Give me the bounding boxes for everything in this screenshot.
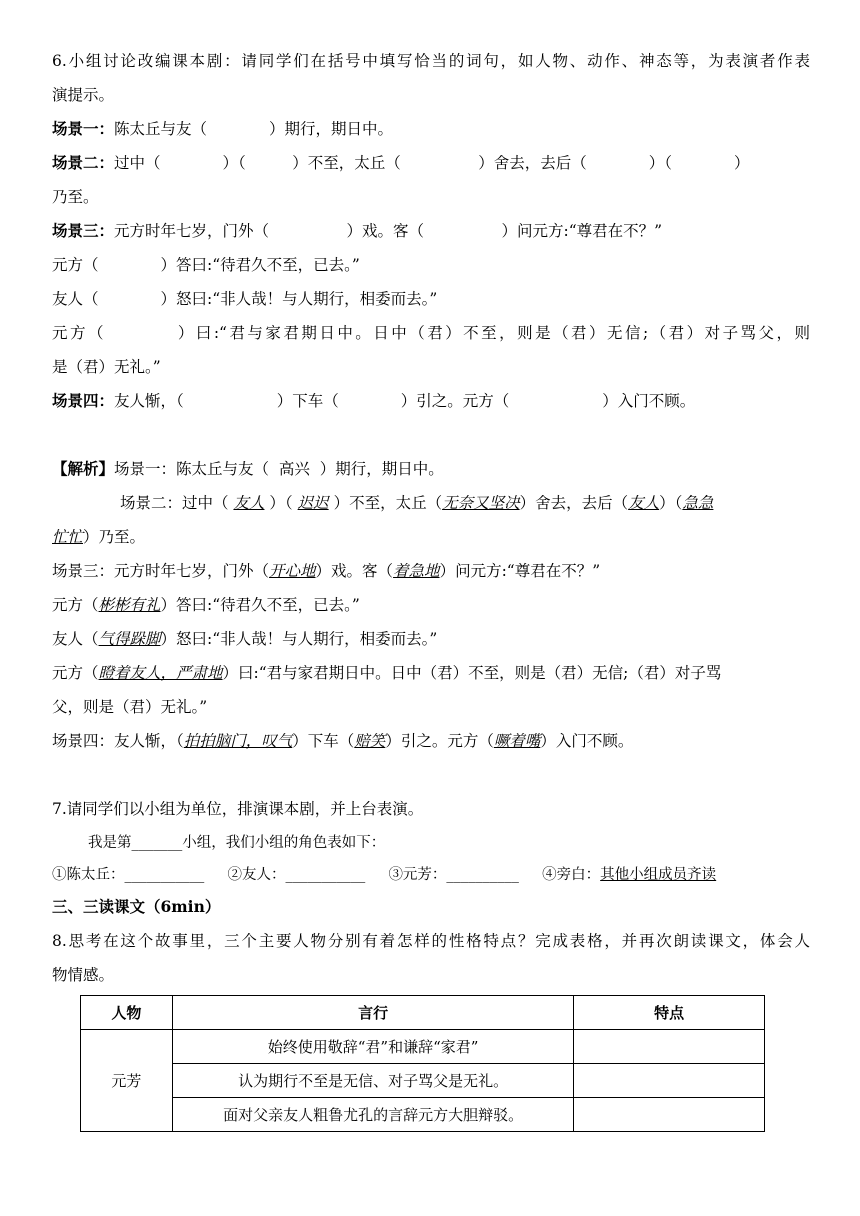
analysis-line1 — [52, 458, 444, 480]
trait-cell[interactable] — [574, 1098, 765, 1132]
table-row — [81, 1098, 765, 1132]
answer: 着急地 — [393, 562, 440, 580]
q6-scene3-line4: 元方（ ）曰:“君与家君期日中。日中（君）不至，则是（君）无信;（君）对子骂父，则 — [52, 324, 810, 342]
scene4-label: 场景四： — [52, 391, 115, 410]
section3-heading: 三、三读课文（6min） — [52, 897, 221, 916]
analysis-text: ）舍去，去后（ — [519, 494, 629, 512]
analysis-text: ）入门不顾。 — [540, 732, 634, 750]
q6-line2: 演提示。 — [52, 86, 115, 104]
header-action: 言行 — [172, 996, 573, 1030]
analysis-text: ）（ — [269, 494, 293, 512]
answer: 开心地 — [269, 562, 316, 580]
answer: 瞪着友人，严肃地 — [98, 664, 223, 682]
q6-scene2 — [52, 152, 810, 174]
role-narrator-value: 其他小组成员齐读 — [600, 867, 717, 883]
analysis-line6 — [52, 662, 721, 684]
header-person: 人物 — [81, 996, 173, 1030]
action-cell: 认为期行不至是无信、对子骂父是无礼。 — [172, 1064, 573, 1098]
analysis-text: ）（ — [659, 494, 683, 512]
scene1-text: 陈太丘与友（ ）期行，期日中。 — [114, 120, 394, 138]
analysis-text: ）不至，太丘（ — [333, 494, 443, 512]
answer: 友人 — [628, 494, 660, 512]
answer: 急急 — [682, 494, 714, 512]
analysis-text: 场景二：过中（ — [120, 494, 229, 512]
q6-scene3-line5: 是（君）无礼。” — [52, 358, 161, 376]
action-cell: 始终使用敬辞“君”和谦辞“家君” — [172, 1030, 573, 1064]
scene3-label: 场景三： — [52, 221, 115, 240]
q7-line1: 7.请同学们以小组为单位，排演课本剧，并上台表演。 — [52, 800, 424, 818]
analysis-text: ）戏。客（ — [315, 562, 394, 580]
analysis-line3 — [52, 560, 600, 582]
scene3-text: 元方时年七岁，门外（ ）戏。客（ ）问元方:“尊君在不？” — [114, 222, 663, 240]
role-chen-taiqiu: ①陈太丘：___________ — [52, 867, 205, 883]
analysis-text: ）答曰:“待君久不至，已去。” — [160, 596, 360, 614]
analysis-line2-cont — [52, 526, 145, 548]
answer: 赔笑 — [354, 732, 386, 750]
role-friend: ②友人：___________ — [227, 867, 366, 883]
q6-scene2-cont: 乃至。 — [52, 188, 99, 206]
analysis-text: ）曰:“君与家君期日中。日中（君）不至，则是（君）无信;（君）对子骂 — [222, 664, 722, 682]
q6-line1: 6.小组讨论改编课本剧：请同学们在括号中填写恰当的词句，如人物、动作、神态等，为表演者作表 — [52, 52, 810, 70]
answer: 无奈又坚决 — [442, 494, 520, 512]
table-header-row — [81, 996, 765, 1030]
analysis-text: ）引之。元方（ — [385, 732, 494, 750]
answer: 友人 — [233, 494, 265, 512]
answer: 彬彬有礼 — [98, 596, 161, 614]
analysis-text: 场景一：陈太丘与友（ — [114, 460, 270, 478]
answer: 忙忙 — [52, 528, 84, 546]
answer: 气得跺脚 — [98, 630, 161, 648]
header-trait: 特点 — [574, 996, 765, 1030]
analysis-text: 场景四：友人惭，（ — [52, 732, 184, 750]
q6-scene3-line3: 友人（ ）怒曰:“非人哉！与人期行，相委而去。” — [52, 290, 438, 308]
analysis-line4 — [52, 594, 360, 616]
analysis-text: 元方（ — [52, 596, 99, 614]
scene2-text: 过中（ ）（ ）不至，太丘（ ）舍去，去后（ ）（ ） — [114, 154, 750, 172]
trait-cell[interactable] — [574, 1064, 765, 1098]
character-table — [80, 995, 765, 1132]
role-yuanfang: ③元芳：__________ — [388, 867, 519, 883]
table-row — [81, 1064, 765, 1098]
analysis-text: ）乃至。 — [83, 528, 146, 546]
action-cell: 面对父亲友人粗鲁尤孔的言辞元方大胆辩驳。 — [172, 1098, 573, 1132]
q7-roles — [52, 864, 810, 886]
q8-line2: 物情感。 — [52, 966, 115, 984]
analysis-line7 — [52, 730, 633, 752]
analysis-text: 元方（ — [52, 664, 99, 682]
answer: 噘着嘴 — [493, 732, 541, 750]
analysis-line5 — [52, 628, 437, 650]
analysis-text: ）下车（ — [292, 732, 355, 750]
analysis-line6-cont: 父，则是（君）无礼。” — [52, 698, 208, 716]
analysis-text: ）期行，期日中。 — [319, 460, 444, 478]
analysis-line2 — [120, 492, 713, 514]
answer: 高兴 — [278, 460, 310, 478]
q8-line1: 8.思考在这个故事里，三个主要人物分别有着怎样的性格特点？完成表格，并再次朗读课文，体会人 — [52, 932, 810, 950]
scene4-text: 友人惭，（ ）下车（ ）引之。元方（ ）入门不顾。 — [114, 392, 696, 410]
q6-scene4 — [52, 390, 695, 412]
table-row — [81, 1030, 765, 1064]
analysis-text: 友人（ — [52, 630, 99, 648]
analysis-text: ）怒曰:“非人哉！与人期行，相委而去。” — [160, 630, 438, 648]
answer: 拍拍脑门，叹气 — [183, 732, 293, 750]
q6-scene3-line2: 元方（ ）答曰:“待君久不至，已去。” — [52, 256, 360, 274]
analysis-text: 场景三：元方时年七岁，门外（ — [52, 562, 270, 580]
q6-scene1 — [52, 118, 393, 140]
analysis-tag: 【解析】 — [52, 459, 115, 478]
answer: 迟迟 — [297, 494, 329, 512]
q6-scene3 — [52, 220, 662, 242]
analysis-text: ）问元方:“尊君在不？” — [439, 562, 601, 580]
q7-line2: 我是第_______小组，我们小组的角色表如下： — [88, 835, 386, 851]
scene2-label: 场景二： — [52, 153, 115, 172]
person-cell: 元芳 — [81, 1030, 173, 1132]
role-narrator-label: ④旁白： — [542, 867, 601, 883]
scene1-label: 场景一： — [52, 119, 115, 138]
trait-cell[interactable] — [574, 1030, 765, 1064]
